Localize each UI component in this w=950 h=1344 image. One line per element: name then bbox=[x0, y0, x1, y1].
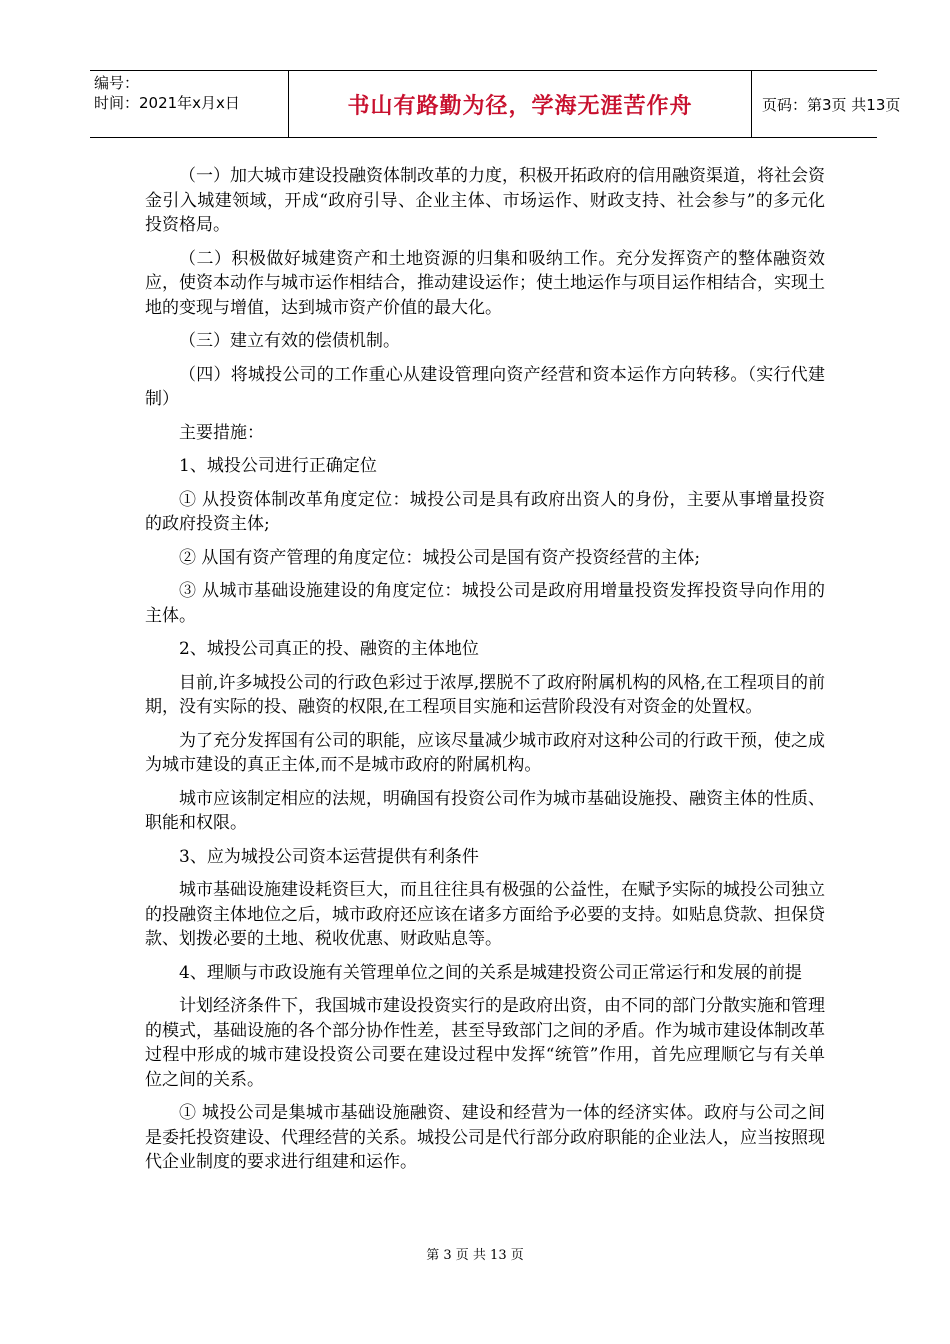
paragraph: （二）积极做好城建资产和土地资源的归集和吸纳工作。充分发挥资产的整体融资效应，使资本动作与城市运作相结合，推动建设运作；使土地运作与项目运作相结合，实现土地的变现与增值，达到城市资产价值的最大化。 bbox=[145, 248, 825, 318]
paragraph: （三）建立有效的偿债机制。 bbox=[179, 331, 400, 351]
section-heading: 主要措施： bbox=[179, 422, 264, 443]
paragraph: （四）将城投公司的工作重心从建设管理向资产经营和资本运作方向转移。（实行代建制） bbox=[145, 364, 825, 409]
paragraph: 为了充分发挥国有公司的职能，应该尽量减少城市政府对这种公司的行政干预，使之成为城市建设的真正主体,而不是城市政府的附属机构。 bbox=[145, 730, 825, 775]
paragraph: ② 从国有资产管理的角度定位：城投公司是国有资产投资经营的主体; bbox=[179, 547, 701, 568]
paragraph: 城市基础设施建设耗资巨大，而且往往具有极强的公益性，在赋予实际的城投公司独立的投融资主体地位之后，城市政府还应该在诸多方面给予必要的支持。如贴息贷款、担保贷款、划拨必要的土地、税收优惠、财政贴息等。 bbox=[145, 880, 825, 949]
section-heading: 2、城投公司真正的投、融资的主体地位 bbox=[179, 639, 479, 659]
header-meta bbox=[90, 71, 288, 137]
paragraph: ① 城投公司是集城市基础设施融资、建设和经营为一体的经济实体。政府与公司之间是委托投资建设、代理经营的关系。城投公司是代行部分政府职能的企业法人，应当按照现代企业制度的要求进行组建和运作。 bbox=[145, 1103, 825, 1172]
header-time-label: 时间：2021年x月x日 bbox=[94, 94, 240, 112]
paragraph: ① 从投资体制改革角度定位：城投公司是具有政府出资人的身份，主要从事增量投资的政府投资主体; bbox=[145, 489, 825, 534]
section-heading: 4、理顺与市政设施有关管理单位之间的关系是城建投资公司正常运行和发展的前提 bbox=[179, 962, 802, 983]
paragraph: （一）加大城市建设投融资体制改革的力度，积极开拓政府的信用融资渠道，将社会资金引入城建领域，开成“政府引导、企业主体、市场运作、财政支持、社会参与”的多元化投资格局。 bbox=[145, 166, 825, 235]
paragraph: 目前,许多城投公司的行政色彩过于浓厚,摆脱不了政府附属机构的风格,在工程项目的前期，没有实际的投、融资的权限,在工程项目实施和运营阶段没有对资金的处置权。 bbox=[145, 672, 825, 717]
section-heading: 1、城投公司进行正确定位 bbox=[179, 456, 377, 476]
page-footer: 第 3 页 共 13 页 bbox=[426, 1248, 524, 1263]
page-header bbox=[90, 70, 901, 138]
section-heading: 3、应为城投公司资本运营提供有利条件 bbox=[179, 846, 479, 867]
document-body bbox=[145, 164, 825, 1184]
header-motto: 书山有路勤为径，学海无涯苦作舟 bbox=[288, 71, 752, 137]
paragraph: 城市应该制定相应的法规，明确国有投资公司作为城市基础设施投、融资主体的性质、职能和权限。 bbox=[145, 788, 825, 833]
paragraph: ③ 从城市基础设施建设的角度定位：城投公司是政府用增量投资发挥投资导向作用的主体。 bbox=[145, 581, 825, 626]
header-number-label: 编号： bbox=[94, 74, 140, 92]
paragraph: 计划经济条件下，我国城市建设投资实行的是政府出资，由不同的部门分散实施和管理的模式，基础设施的各个部分协作性差，甚至导致部门之间的矛盾。作为城市建设体制改革过程中形成的城市建设投资公司要在建设过程中发挥“统管”作用，首先应理顺它与有关单位之间的关系。 bbox=[145, 996, 825, 1090]
header-page-label: 页码：第3页 共13页 bbox=[762, 95, 901, 114]
